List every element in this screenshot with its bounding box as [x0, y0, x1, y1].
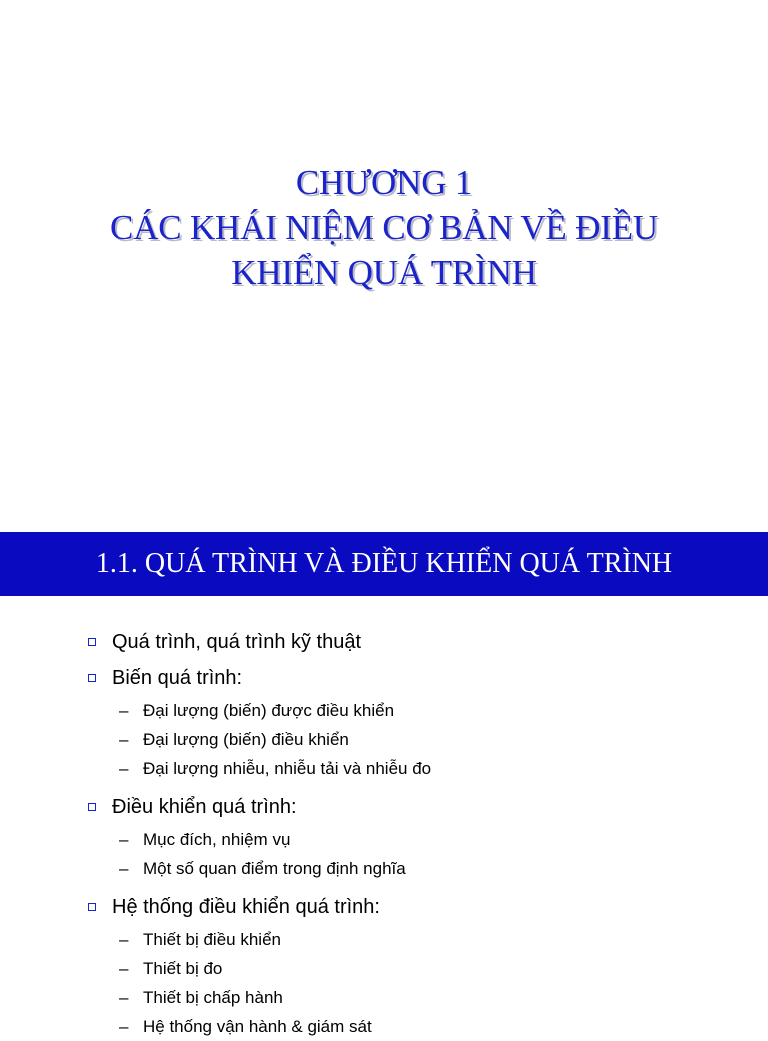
- hollow-square-icon: [88, 803, 96, 811]
- section-title: 1.1. QUÁ TRÌNH VÀ ĐIỀU KHIỂN QUÁ TRÌNH: [95, 548, 673, 579]
- sub-bullet-item: [0, 825, 768, 854]
- sub-bullet-item: [0, 854, 768, 883]
- chapter-title-line-3: KHIỂN QUÁ TRÌNH: [231, 253, 537, 292]
- bullet-list: [0, 624, 768, 1041]
- bullet-text: Quá trình, quá trình kỹ thuật: [112, 631, 362, 653]
- bullet-text: Điều khiển quá trình:: [112, 796, 297, 818]
- sub-bullet-item: [0, 1012, 768, 1041]
- hollow-square-icon: [88, 674, 96, 682]
- sub-bullet-item: [0, 725, 768, 754]
- sub-bullet-text: Đại lượng (biến) được điều khiển: [143, 701, 395, 720]
- slide-1: [0, 0, 768, 512]
- dash-icon: –: [119, 930, 129, 949]
- sub-bullet-text: Đại lượng (biến) điều khiển: [143, 730, 349, 749]
- sub-bullet-text: Thiết bị điều khiển: [143, 930, 281, 949]
- dash-icon: –: [119, 730, 129, 749]
- bullet-item: [0, 660, 768, 696]
- bullet-item: [0, 789, 768, 825]
- sub-bullet-text: Thiết bị chấp hành: [143, 988, 283, 1007]
- sub-bullet-text: Hệ thống vận hành & giám sát: [143, 1017, 372, 1036]
- slide-2: [0, 512, 768, 1036]
- sub-bullet-text: Đại lượng nhiễu, nhiễu tải và nhiễu đo: [143, 759, 432, 778]
- dash-icon: –: [119, 988, 129, 1007]
- sub-bullet-item: [0, 925, 768, 954]
- bullet-item: [0, 889, 768, 925]
- dash-icon: –: [119, 959, 129, 978]
- chapter-title-line-1: CHƯƠNG 1: [295, 163, 473, 202]
- chapter-title-line-2: CÁC KHÁI NIỆM CƠ BẢN VỀ ĐIỀU: [110, 208, 658, 247]
- bullet-text: Biến quá trình:: [112, 667, 243, 689]
- chapter-title: [0, 160, 768, 295]
- hollow-square-icon: [88, 638, 96, 646]
- sub-bullet-text: Một số quan điểm trong định nghĩa: [143, 859, 406, 878]
- sub-bullet-item: [0, 696, 768, 725]
- hollow-square-icon: [88, 903, 96, 911]
- dash-icon: –: [119, 830, 129, 849]
- section-header-bar: [0, 532, 768, 596]
- sub-bullet-item: [0, 754, 768, 783]
- dash-icon: –: [119, 759, 129, 778]
- sub-bullet-item: [0, 983, 768, 1012]
- bullet-item: [0, 624, 768, 660]
- bullet-text: Hệ thống điều khiển quá trình:: [112, 896, 380, 918]
- dash-icon: –: [119, 1017, 129, 1036]
- dash-icon: –: [119, 859, 129, 878]
- sub-bullet-text: Thiết bị đo: [143, 959, 223, 978]
- dash-icon: –: [119, 701, 129, 720]
- sub-bullet-item: [0, 954, 768, 983]
- sub-bullet-text: Mục đích, nhiệm vụ: [143, 830, 291, 849]
